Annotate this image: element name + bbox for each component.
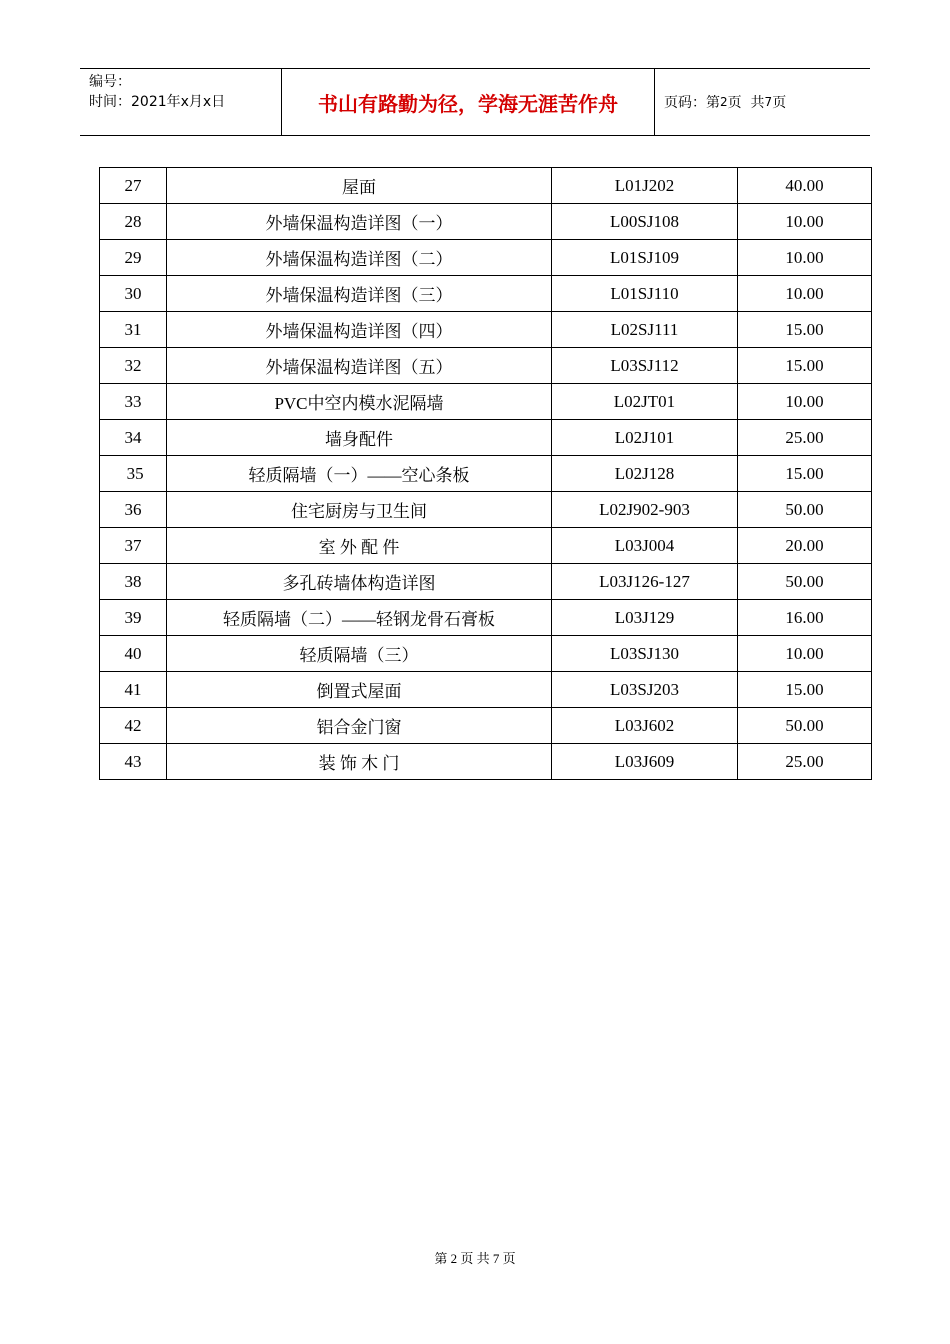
table-row bbox=[100, 672, 872, 708]
table-row bbox=[100, 528, 872, 564]
drawing-title: 轻质隔墙（三） bbox=[167, 636, 552, 672]
drawing-code: L01J202 bbox=[552, 168, 738, 204]
drawing-code: L02J101 bbox=[552, 420, 738, 456]
drawing-code: L02J902-903 bbox=[552, 492, 738, 528]
drawing-title: 装 饰 木 门 bbox=[167, 744, 552, 780]
drawing-code: L01SJ109 bbox=[552, 240, 738, 276]
table-row bbox=[100, 312, 872, 348]
price: 25.00 bbox=[738, 420, 872, 456]
page-header bbox=[80, 68, 870, 136]
drawing-code: L02JT01 bbox=[552, 384, 738, 420]
drawing-code: L03J126-127 bbox=[552, 564, 738, 600]
price: 50.00 bbox=[738, 564, 872, 600]
drawing-title: 铝合金门窗 bbox=[167, 708, 552, 744]
document-number-label: 编号： bbox=[89, 74, 131, 90]
row-number: 38 bbox=[100, 564, 167, 600]
page-mid: 页 共 bbox=[727, 95, 765, 111]
row-number: 27 bbox=[100, 168, 167, 204]
table-row bbox=[100, 600, 872, 636]
page-suffix: 页 bbox=[772, 95, 787, 111]
price: 10.00 bbox=[738, 276, 872, 312]
drawing-title: 外墙保温构造详图（三） bbox=[167, 276, 552, 312]
table-row bbox=[100, 456, 872, 492]
drawing-title: 外墙保温构造详图（五） bbox=[167, 348, 552, 384]
row-number: 29 bbox=[100, 240, 167, 276]
row-number: 39 bbox=[100, 600, 167, 636]
row-number: 42 bbox=[100, 708, 167, 744]
table-row bbox=[100, 276, 872, 312]
row-number: 30 bbox=[100, 276, 167, 312]
drawing-title: PVC中空内模水泥隔墙 bbox=[167, 384, 552, 420]
drawing-title: 墙身配件 bbox=[167, 420, 552, 456]
price: 15.00 bbox=[738, 672, 872, 708]
table-row bbox=[100, 744, 872, 780]
row-number: 40 bbox=[100, 636, 167, 672]
table-row bbox=[100, 564, 872, 600]
table-row bbox=[100, 204, 872, 240]
table-row bbox=[100, 420, 872, 456]
drawing-title: 轻质隔墙（一）——空心条板 bbox=[167, 456, 552, 492]
drawing-code: L02J128 bbox=[552, 456, 738, 492]
price: 50.00 bbox=[738, 492, 872, 528]
drawing-title: 室 外 配 件 bbox=[167, 528, 552, 564]
drawing-code: L03SJ203 bbox=[552, 672, 738, 708]
row-number: 43 bbox=[100, 744, 167, 780]
drawing-code: L02SJ111 bbox=[552, 312, 738, 348]
page-current: 2 bbox=[720, 95, 728, 109]
row-number: 32 bbox=[100, 348, 167, 384]
catalog-table bbox=[99, 167, 872, 780]
row-number: 41 bbox=[100, 672, 167, 708]
price: 10.00 bbox=[738, 204, 872, 240]
drawing-title: 住宅厨房与卫生间 bbox=[167, 492, 552, 528]
page-footer: 第 2 页 共 7 页 bbox=[434, 1251, 516, 1266]
table-row bbox=[100, 384, 872, 420]
price: 16.00 bbox=[738, 600, 872, 636]
header-meta bbox=[80, 69, 281, 135]
row-number: 36 bbox=[100, 492, 167, 528]
drawing-title: 屋面 bbox=[167, 168, 552, 204]
table-row bbox=[100, 636, 872, 672]
row-number: 33 bbox=[100, 384, 167, 420]
drawing-code: L03J004 bbox=[552, 528, 738, 564]
drawing-code: L01SJ110 bbox=[552, 276, 738, 312]
row-number: 37 bbox=[100, 528, 167, 564]
document-date: 时间：2021年x月x日 bbox=[89, 94, 226, 110]
drawing-title: 外墙保温构造详图（一） bbox=[167, 204, 552, 240]
drawing-title: 多孔砖墙体构造详图 bbox=[167, 564, 552, 600]
drawing-code: L03SJ112 bbox=[552, 348, 738, 384]
price: 10.00 bbox=[738, 636, 872, 672]
table-row bbox=[100, 168, 872, 204]
price: 20.00 bbox=[738, 528, 872, 564]
page-total: 7 bbox=[764, 95, 773, 109]
drawing-code: L03J129 bbox=[552, 600, 738, 636]
price: 10.00 bbox=[738, 240, 872, 276]
row-number: 35 bbox=[100, 456, 167, 492]
drawing-code: L03J602 bbox=[552, 708, 738, 744]
price: 10.00 bbox=[738, 384, 872, 420]
drawing-title: 轻质隔墙（二）——轻钢龙骨石膏板 bbox=[167, 600, 552, 636]
row-number: 31 bbox=[100, 312, 167, 348]
table-row bbox=[100, 240, 872, 276]
price: 15.00 bbox=[738, 456, 872, 492]
drawing-title: 外墙保温构造详图（二） bbox=[167, 240, 552, 276]
drawing-code: L00SJ108 bbox=[552, 204, 738, 240]
price: 50.00 bbox=[738, 708, 872, 744]
drawing-code: L03SJ130 bbox=[552, 636, 738, 672]
header-motto: 书山有路勤为径，学海无涯苦作舟 bbox=[281, 69, 655, 135]
row-number: 34 bbox=[100, 420, 167, 456]
price: 25.00 bbox=[738, 744, 872, 780]
table-row bbox=[100, 708, 872, 744]
table-row bbox=[100, 492, 872, 528]
page-prefix: 页码：第 bbox=[664, 95, 720, 111]
catalog-table-body bbox=[100, 168, 872, 780]
drawing-code: L03J609 bbox=[552, 744, 738, 780]
drawing-title: 倒置式屋面 bbox=[167, 672, 552, 708]
drawing-title: 外墙保温构造详图（四） bbox=[167, 312, 552, 348]
header-page-info bbox=[655, 69, 870, 135]
table-row bbox=[100, 348, 872, 384]
price: 40.00 bbox=[738, 168, 872, 204]
price: 15.00 bbox=[738, 312, 872, 348]
row-number: 28 bbox=[100, 204, 167, 240]
price: 15.00 bbox=[738, 348, 872, 384]
